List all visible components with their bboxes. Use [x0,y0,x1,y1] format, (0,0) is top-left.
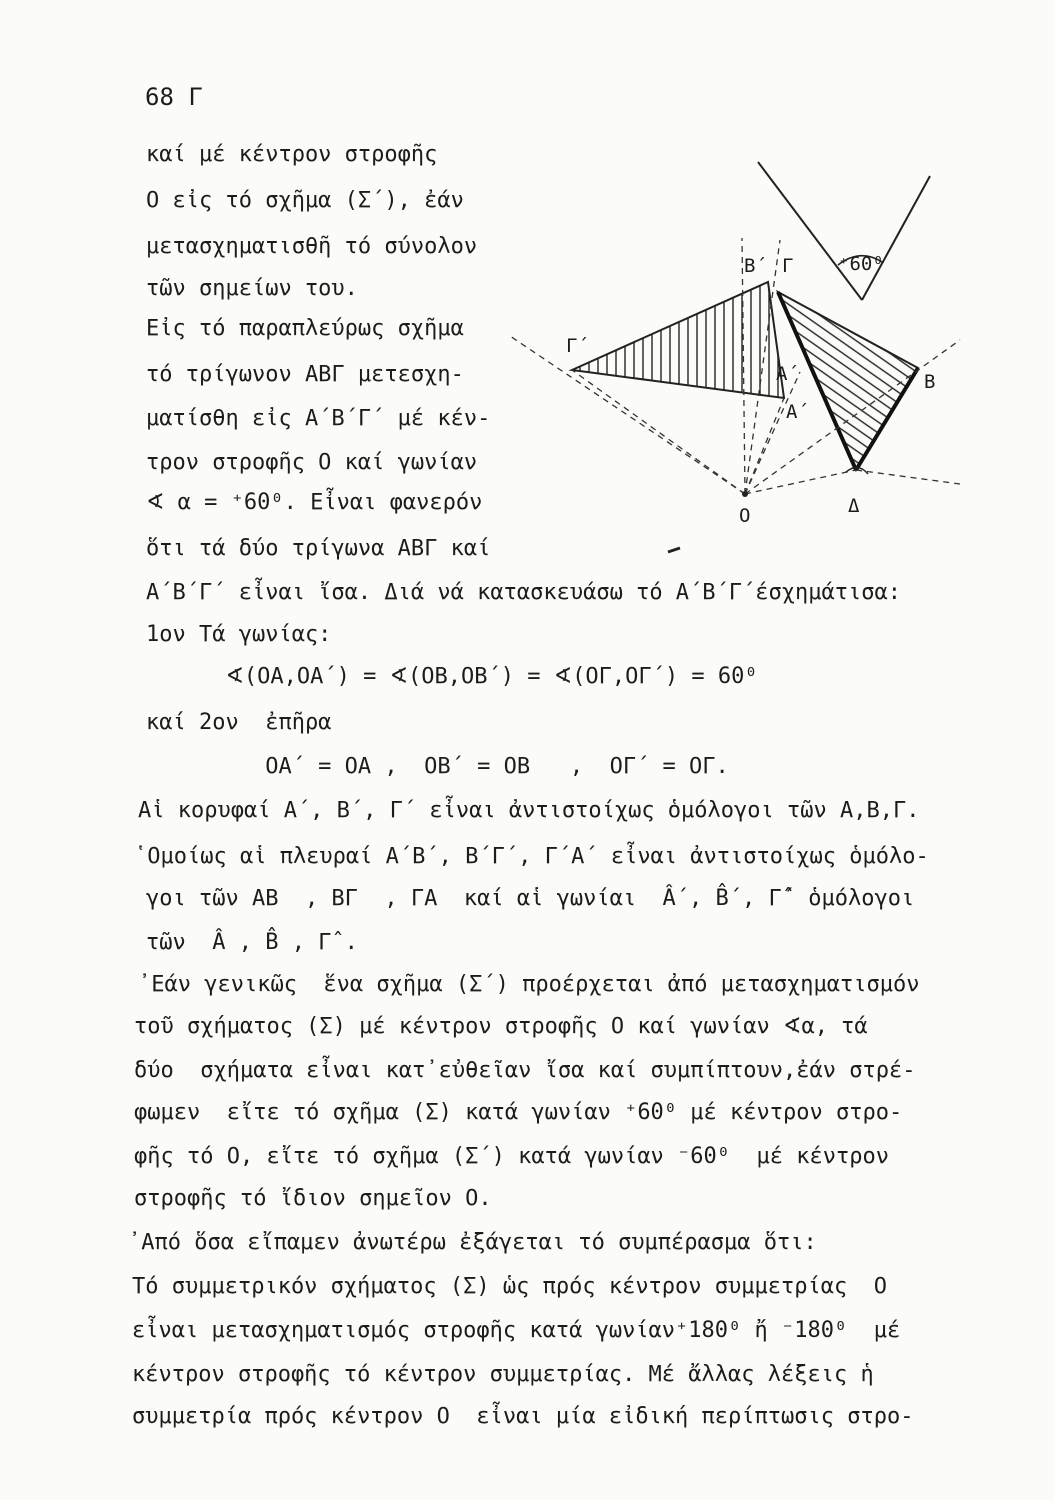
text-line: ῾Ομοίως αἱ πλευραί Α΄Β΄, Β΄Γ΄, Γ΄Α΄ εἶναι ἀντιστοίχως ὁμόλο- [134,844,929,869]
center-point [742,491,748,497]
label-angle: ⁺60⁰ [838,253,884,275]
text-line: δύο σχήματα εἶναι κατ᾽εὐθεῖαν ἴσα καί συμπίπτουν,ἐάν στρέ- [134,1058,916,1083]
text-line: Α΄Β΄Γ΄ εἶναι ἴσα. Διά νά κατασκευάσω τό Α΄Β΄Γ΄έσχημάτισα: [146,580,901,605]
text-line: συμμετρία πρός κέντρον Ο εἶναι μία εἰδική περίπτωσις στρο- [132,1404,914,1429]
ink-mark [668,548,680,552]
label-b: Β [924,371,936,393]
text-line: ᾽Εάν γενικῶς ἕνα σχῆμα (Σ΄) προέρχεται ἀπό μετασχηματισμόν [138,972,920,997]
label-o: Ο [739,505,751,527]
label-gamma-top: Γ [782,255,794,277]
text-line: φῆς τό Ο, εἴτε τό σχῆμα (Σ΄) κατά γωνίαν ⁻60⁰ μέ κέντρον [134,1144,889,1169]
triangle-original [778,292,918,470]
text-line: τῶν σημείων του. [146,276,358,301]
label-a-prime: Α΄ [776,363,799,385]
text-line: στροφῆς τό ἴδιον σημεῖον Ο. [134,1186,492,1211]
text-line: μετασχηματισθῆ τό σύνολον [146,234,478,259]
label-gamma-prime: Γ΄ [566,335,589,357]
text-line: κέντρον στροφῆς τό κέντρον συμμετρίας. Μέ ἄλλας λέξεις ἡ [132,1362,874,1387]
label-d: Δ [848,495,860,517]
text-line: τῶν Â , B̂ , Γ̂ . [146,930,358,955]
text-line: φωμεν εἴτε τό σχῆμα (Σ) κατά γωνίαν ⁺60⁰ μέ κέντρον στρο- [134,1100,903,1125]
text-line: τοῦ σχήματος (Σ) μέ κέντρον στροφῆς Ο καί γωνίαν ∢α, τά [134,1014,868,1039]
text-line: ᾽Από ὅσα εἴπαμεν ἀνωτέρω ἐξάγεται τό συμπέρασμα ὅτι: [128,1230,817,1255]
label-b-prime: Β΄ [744,255,767,277]
text-line: εἶναι μετασχηματισμός στροφῆς κατά γωνίαν⁺180⁰ ἤ ⁻180⁰ μέ [132,1318,901,1343]
triangle-image [572,282,784,398]
text-line: ὅτι τά δύο τρίγωνα ΑΒΓ καί [146,536,491,561]
angle-arm [862,176,930,300]
label-a: Α΄ [786,401,809,423]
text-line: Τό συμμετρικόν σχήματος (Σ) ὡς πρός κέντρον συμμετρίας Ο [132,1274,887,1299]
angle-arm [758,162,862,300]
text-line: Εἰς τό παραπλεύρως σχῆμα [146,316,464,341]
text-line: ∢ α = ⁺60⁰. Εἶναι φανερόν [146,490,483,515]
text-line: Αἱ κορυφαί Α΄, Β΄, Γ΄ εἶναι ἀντιστοίχως ὁμόλογοι τῶν Α,Β,Γ. [138,798,920,823]
text-line: τρον στροφῆς Ο καί γωνίαν [146,450,478,475]
text-line: γοι τῶν ΑΒ , ΒΓ , ΓΑ καί αἱ γωνίαι Â΄, B̂΄, Γ̂΄ ὁμόλογοι [146,886,915,911]
text-line: καί μέ κέντρον στροφῆς [146,142,438,167]
text-line: 1ον Τά γωνίας: [146,622,332,647]
text-line: ΟΑ΄ = ΟΑ , ΟΒ΄ = ΟΒ , ΟΓ΄ = ΟΓ. [146,754,729,779]
page-number: 68 Γ [145,83,203,111]
text-line: ∢(ΟΑ,ΟΑ΄) = ∢(ΟΒ,ΟΒ΄) = ∢(ΟΓ,ΟΓ΄) = 60⁰ [146,664,758,689]
text-line: καί 2ον ἐπῆρα [146,710,332,735]
text-line: Ο εἰς τό σχῆμα (Σ΄), ἐάν [146,188,464,213]
text-line: τό τρίγωνον ΑΒΓ μετεσχη- [146,362,464,387]
text-line: ματίσθη εἰς Α΄Β΄Γ΄ μέ κέν- [146,406,491,431]
